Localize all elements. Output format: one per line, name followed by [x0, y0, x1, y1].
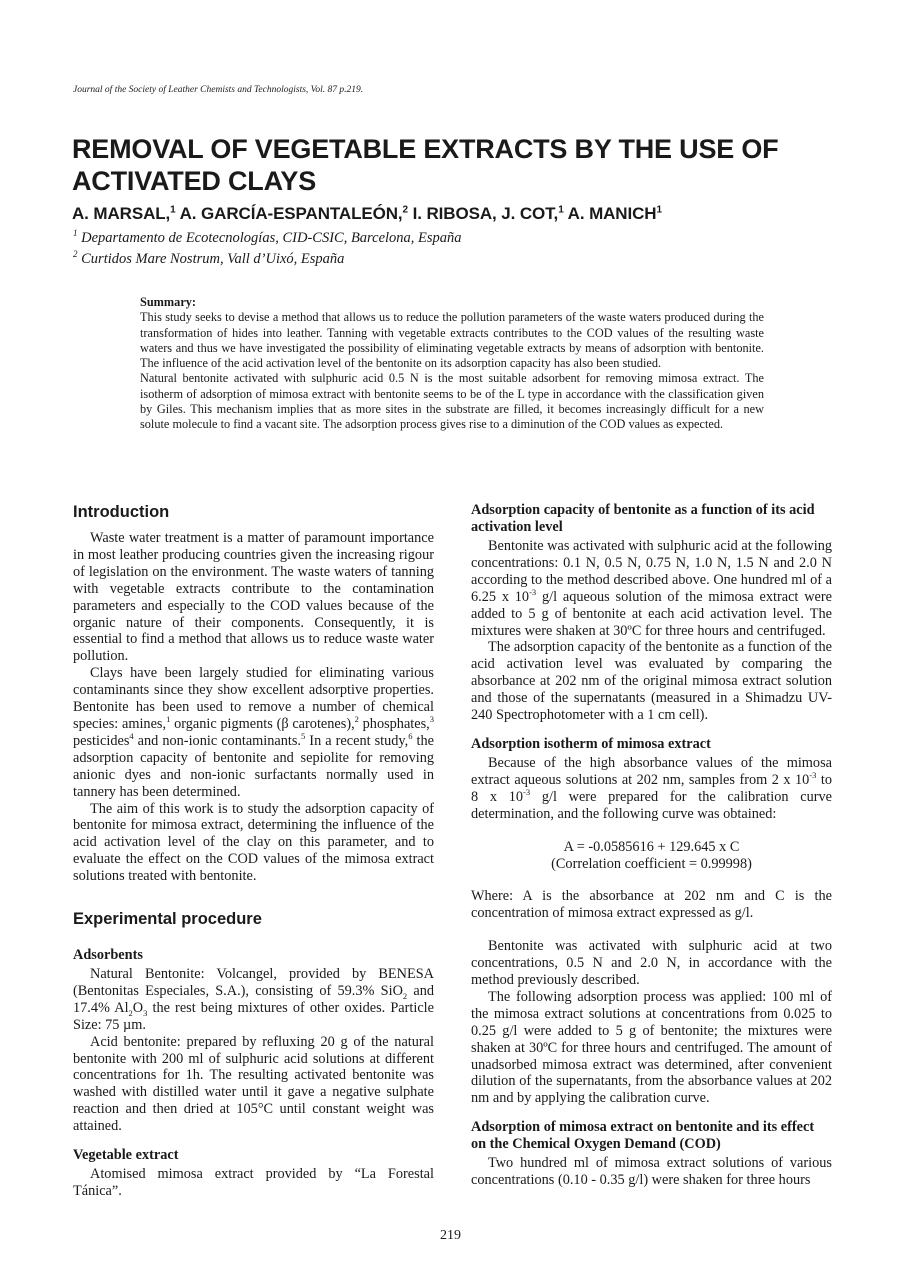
citation-ref: 4	[129, 731, 134, 742]
summary-paragraph: This study seeks to devise a method that allows us to reduce the pollution parameters of the waste waters produced during the transformation of hides into leather. Tanning with vegetable extracts contributes to the COD values of the resulting waste waters and thus we have investigated the possibility of eliminating vegetable extracts by means of adsorption with bentonite. The influence of the acid activation level of the bentonite on its adsorption capacity has also been studied.	[140, 310, 764, 371]
author: A. MANICH	[563, 204, 657, 223]
author-affil-mark: 2	[402, 204, 408, 216]
author: A. MARSAL,	[72, 204, 171, 223]
citation-ref: 1	[166, 714, 171, 725]
subsection-heading-cod: Adsorption of mimosa extract on bentonite and its effect on the Chemical Oxygen Demand (COD)	[471, 1119, 815, 1153]
body-paragraph: Bentonite was activated with sulphuric acid at the following concentrations: 0.1 N, 0.5 N, 0.75 N, 1.0 N, 1.5 N and 2.0 N according to the method described above. One hundred ml of a 6.25 x $10^{-3}$ g/l aqueous solution of the mimosa extract were added to 5 g of bentonite at each acid activation level. The mixtures were shaken at 30ºC for three hours and centrifuged.	[471, 538, 832, 639]
subsection-heading-adsorption-capacity: Adsorption capacity of bentonite as a function of its acid activation level	[471, 502, 815, 535]
summary-heading: Summary:	[140, 295, 197, 309]
affiliation-mark: 1	[73, 228, 78, 239]
subscript: 2	[128, 1007, 133, 1018]
affiliation	[73, 230, 462, 247]
calibration-equation: A = -0.0585616 + 129.645 x C	[563, 838, 740, 855]
citation-ref: 6	[408, 731, 413, 742]
body-paragraph: The following adsorption process was applied: 100 ml of the mimosa extract solutions at concentrations from 0.025 to 0.25 g/l were added to 5 g of bentonite; the mixtures were shaken at 30ºC for three hours and centrifuged. The amount of unadsorbed mimosa extract was determined, after convenient dilution of the supernatants, from the absorbance values at 202 nm and by applying the calibration curve.	[471, 988, 832, 1107]
subsection-heading-isotherm: Adsorption isotherm of mimosa extract	[471, 735, 711, 752]
body-paragraph: Acid bentonite: prepared by refluxing 20 g of the natural bentonite with 200 ml of sulphuric acid solutions at different concentrations for 1h. The resulting activated bentonite was washed with distilled water until it gave a negative sulphate reaction and then dried at 105°C until constant weight was attained.	[73, 1033, 434, 1135]
correlation-coefficient: (Correlation coefficient = 0.99998)	[551, 855, 752, 872]
body-paragraph: Bentonite was activated with sulphuric acid at two concentrations, 0.5 N and 2.0 N, in accordance with the method previously described.	[471, 938, 832, 989]
citation-ref: 3	[429, 714, 434, 725]
journal-header: Journal of the Society of Leather Chemists and Technologists, Vol. 87 p.219.	[73, 85, 364, 95]
body-paragraph: Clays have been largely studied for eliminating various contaminants since they show excellent adsorptive properties. Bentonite has been used to remove a number of chemical species: amines,$^1$ organic pigments (β carotenes),$^2$ phosphates,$^3$ pesticides$^4$ and non-ionic contaminants.$^5$ In a recent study,$^6$ the adsorption capacity of bentonite and sepiolite for removing anionic dyes and non-ionic surfactants normally used in tannery has been determined.	[73, 665, 434, 800]
author-affil-mark: 1	[170, 204, 176, 216]
author-list	[72, 204, 662, 224]
superscript: -3	[529, 586, 537, 597]
citation-ref: 5	[301, 731, 306, 742]
superscript: -3	[523, 787, 531, 798]
citation-ref: 2	[354, 714, 359, 725]
affiliation-text: Departamento de Ecotecnologías, CID-CSIC, Barcelona, España	[77, 230, 462, 246]
section-heading-experimental: Experimental procedure	[73, 910, 262, 929]
subscript: 3	[143, 1007, 148, 1018]
author: A. GARCÍA-ESPANTALEÓN,	[175, 204, 403, 223]
subsection-heading-vegetable-extract: Vegetable extract	[73, 1147, 179, 1164]
left-column	[73, 502, 434, 1200]
summary-paragraph: Natural bentonite activated with sulphuric acid 0.5 N is the most suitable adsorbent for removing mimosa extract. The isotherm of adsorption of mimosa extract with bentonite seems to be of the L type in accordance with the classification given by Giles. This mechanism implies that as more sites in the substrate are filled, it becomes increasingly difficult for a new solute molecule to find a vacant site. The adsorption process gives rise to a diminution of the COD values as expected.	[140, 371, 764, 432]
body-paragraph: The adsorption capacity of the bentonite as a function of the acid activation level was evaluated by comparing the absorbance at 202 nm of the original mimosa extract solution and those of the supernatants (measured in a Shimadzu UV-240 Spectrophotometer with a 1 cm cell).	[471, 639, 832, 724]
subsection-heading-adsorbents: Adsorbents	[73, 947, 143, 964]
body-paragraph: Natural Bentonite: Volcangel, provided by BENESA (Bentonitas Especiales, S.A.), consisting of 59.3% SiO$_2$ and 17.4% $Al_2O_3$ the rest being mixtures of other oxides. Particle Size: 75 µm.	[73, 966, 434, 1033]
paper-title: REMOVAL OF VEGETABLE EXTRACTS BY THE USE OF ACTIVATED CLAYS	[72, 134, 779, 196]
body-paragraph: Two hundred ml of mimosa extract solutions of various concentrations (0.10 - 0.35 g/l) were shaken for three hours	[471, 1155, 832, 1189]
body-paragraph: Because of the high absorbance values of the mimosa extract aqueous solutions at 202 nm, samples from 2 x $10^{-3}$ to 8 x $10^{-3}$ g/l were prepared for the calibration curve determination, and the following curve was obtained:	[471, 754, 832, 822]
body-paragraph: Where: A is the absorbance at 202 nm and C is the concentration of mimosa extract expressed as g/l.	[471, 888, 832, 922]
affiliation-text: Curtidos Mare Nostrum, Vall d’Uixó, España	[77, 251, 345, 267]
summary-block	[140, 295, 764, 433]
author: I. RIBOSA, J. COT,	[408, 204, 559, 223]
superscript: -3	[809, 770, 817, 781]
right-column	[471, 502, 832, 1189]
page-number: 219	[440, 1228, 461, 1243]
body-paragraph: Waste water treatment is a matter of paramount importance in most leather producing countries given the increasing rigour of legislation on the environment. The waste waters of tanning with vegetable extracts contribute to the contamination parameters and especially to the COD values because of the organic nature of their components. Consequently, it is essential to find a method that allows us to reduce waste water pollution.	[73, 530, 434, 665]
author-affil-mark: 1	[656, 204, 662, 216]
section-heading-introduction: Introduction	[73, 503, 170, 521]
subscript: 2	[402, 990, 408, 1001]
author-affil-mark: 1	[558, 204, 564, 216]
body-paragraph: The aim of this work is to study the adsorption capacity of bentonite for mimosa extract, determining the influence of the acid activation level of the clay on this parameter, and to evaluate the effect on the COD values of the mimosa extract solutions treated with bentonite.	[73, 800, 434, 885]
affiliation-mark: 2	[73, 249, 78, 260]
affiliation	[73, 251, 344, 268]
body-paragraph: Atomised mimosa extract provided by “La Forestal Tánica”.	[73, 1166, 434, 1199]
